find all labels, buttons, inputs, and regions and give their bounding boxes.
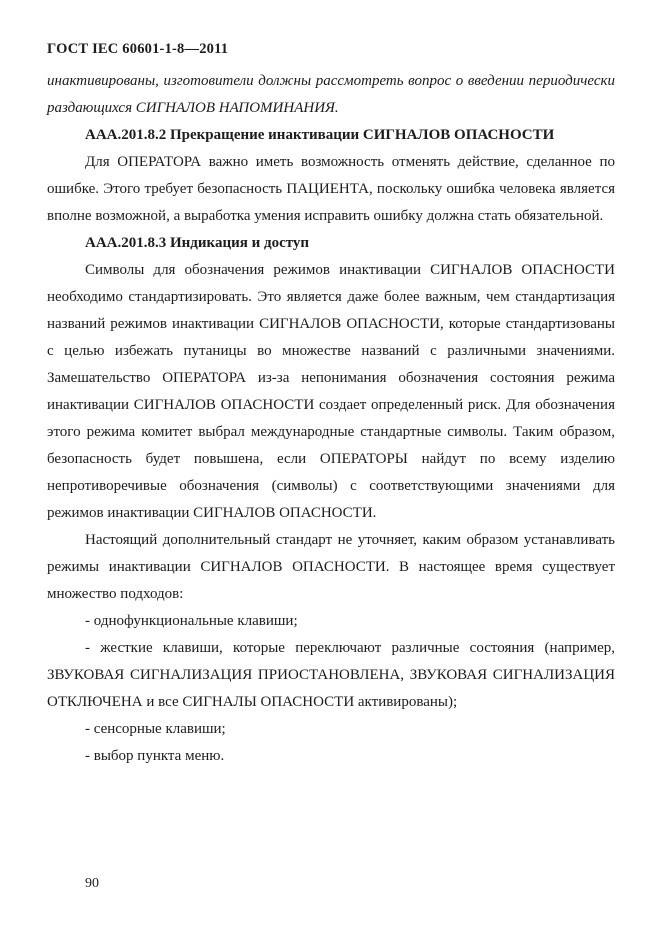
- section-heading-aaa-201-8-3: ААА.201.8.3 Индикация и доступ: [85, 235, 310, 251]
- section-1-paragraph: Для ОПЕРАТОРА важно иметь возможность отменять действие, сделанное по ошибке. Этого требует безопасность ПАЦИЕНТА, поскольку ошибка человека является вполне возможной, а выработка умения исправить ошибку должна стать обязательной.: [47, 154, 615, 224]
- section-2-paragraph-1: Символы для обозначения режимов инактивации СИГНАЛОВ ОПАСНОСТИ необходимо стандартизировать. Это является даже более важным, чем стандартизация названий режимов инактивации СИГНАЛОВ ОПАСНОСТИ, которые стандартизованы с целью избежать путаницы во множестве названий с различными значениями. Замешательство ОПЕРАТОРА из-за непонимания обозначения состояния режима инактивации СИГНАЛОВ ОПАСНОСТИ создает определенный риск. Для обозначения этого режима комитет выбрал международные стандартные символы. Таким образом, безопасность будет повышена, если ОПЕРАТОРЫ найдут по всему изделию непротиворечивые обозначения (символы) с соответствующими значениями для режимов инактивации СИГНАЛОВ ОПАСНОСТИ.: [47, 262, 615, 521]
- section-heading-aaa-201-8-2: ААА.201.8.2 Прекращение инактивации СИГНАЛОВ ОПАСНОСТИ: [85, 127, 555, 143]
- list-item-menu-selection: - выбор пункта меню.: [85, 748, 225, 764]
- section-2-paragraph-2: Настоящий дополнительный стандарт не уточняет, каким образом устанавливать режимы инактивации СИГНАЛОВ ОПАСНОСТИ. В настоящее время существует множество подходов:: [47, 532, 615, 602]
- list-item-single-function-keys: - однофункциональные клавиши;: [85, 613, 298, 629]
- paragraph-continuation: инактивированы, изготовители должны рассмотреть вопрос о введении периодически раздающихся СИГНАЛОВ НАПОМИНАНИЯ.: [47, 73, 615, 116]
- list-item-touch-keys: - сенсорные клавиши;: [85, 721, 226, 737]
- list-item-hard-keys: - жесткие клавиши, которые переключают различные состояния (например, ЗВУКОВАЯ СИГНАЛИЗАЦИЯ ПРИОСТАНОВЛЕНА, ЗВУКОВАЯ СИГНАЛИЗАЦИЯ ОТКЛЮЧЕНА и все СИГНАЛЫ ОПАСНОСТИ активированы);: [47, 640, 615, 710]
- page-number: 90: [85, 876, 99, 891]
- document-header: ГОСТ IEC 60601-1-8—2011: [47, 41, 229, 57]
